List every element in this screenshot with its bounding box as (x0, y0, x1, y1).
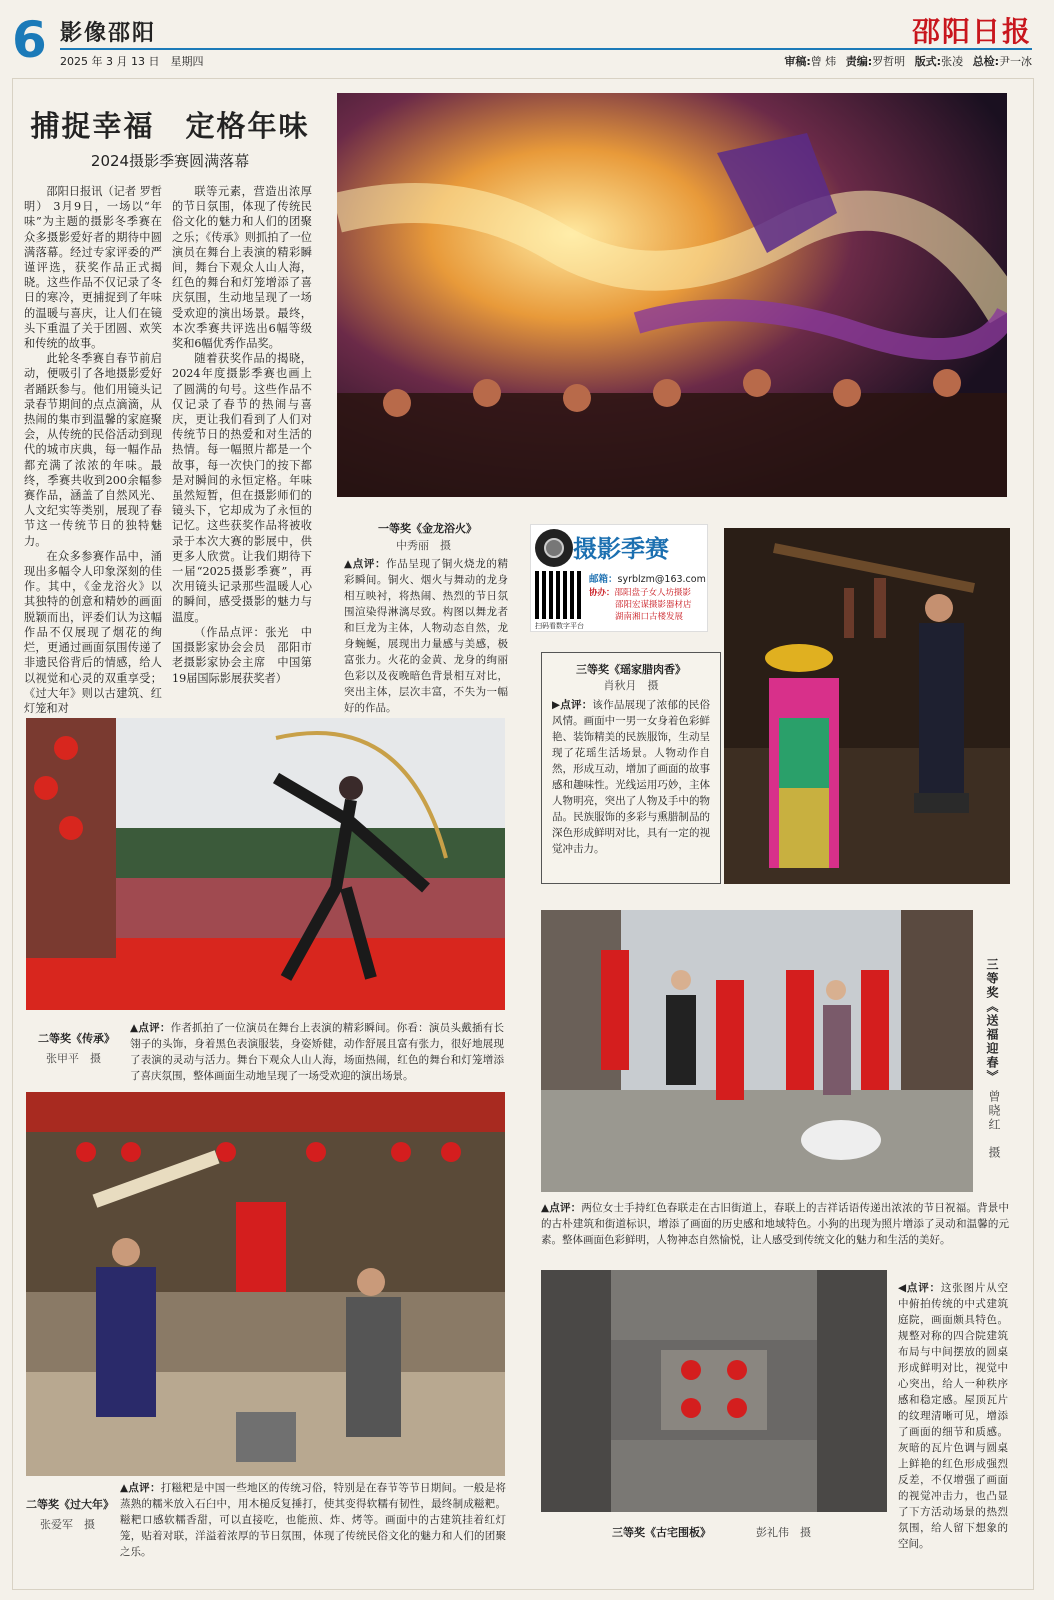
comment-text: 两位女士手持红色春联走在古旧街道上，春联上的吉祥话语传递出浓浓的节日祝福。背景中的古朴建筑和街道标识，增添了画面的历史感和地域特色。小狗的出现为照片增添了灵动和温馨的元素。整体画面色彩鲜明，人物神态自然愉悦，让人感受到传统文化的魅力和生活的美好。 (541, 1202, 1009, 1246)
editor-role: 版式: (914, 55, 942, 68)
comment-text: 这张图片从空中俯拍传统的中式建筑庭院，画面颇具特色。规整对称的四合院建筑布局与中间摆放的圆桌形成鲜明对比，视觉中心突出，给人一种秩序感和稳定感。屋顶瓦片的纹理清晰可见，增添了画面的细节和质感。灰暗的瓦片色调与圆桌上鲜艳的红色形成强烈反差，不仅增强了画面的视觉冲击力，也凸显了下方活动场景的热烈氛围，给人留下想象的空间。 (898, 1282, 1008, 1550)
sponsor-item: 邵阳宏谋摄影器材店 (615, 600, 692, 610)
photo-title: 三等奖《古宅围板》 (612, 1526, 711, 1539)
editor-role: 责编: (845, 55, 873, 68)
masthead: 邵阳日报 (911, 15, 1032, 48)
photo-author: 张甲平 摄 (46, 1052, 101, 1065)
article-headline: 捕捉幸福 定格年味 (30, 109, 310, 143)
photo-author: 张爱军 摄 (40, 1518, 95, 1531)
photo-comment (130, 1020, 504, 1084)
photo-comment (120, 1480, 506, 1560)
comment-lead: ▲点评： (344, 558, 387, 570)
editor-role: 审稿: (784, 55, 811, 68)
sponsor-label: 协办： (589, 588, 615, 598)
qr-code[interactable] (535, 571, 583, 619)
photo-comment (541, 1200, 1009, 1248)
email-label: 邮箱： (589, 574, 618, 585)
qr-caption: 扫码看数字平台 (535, 622, 584, 630)
comment-text: 该作品展现了浓郁的民俗风情。画面中一男一女身着色彩鲜艳、装饰精美的民族服饰，生动呈现了花瑶生活场景。人物动作自然，形成互动，增加了画面的故事感和趣味性。光线运用巧妙，主体人物明亮，突出了人物及手中的物品。民族服饰的多彩与熏腊制品的深色形成鲜明对比，具有一定的视觉冲击力。 (552, 699, 711, 855)
promo-email[interactable] (589, 571, 706, 585)
editor-name: 罗哲明 (872, 55, 906, 68)
header-rule (60, 48, 1032, 50)
page-number: 6 (12, 11, 47, 69)
sponsor-item: 湖南湘口古楼发展 (615, 612, 684, 622)
photo-comment (344, 556, 508, 716)
article-subhead: 2024摄影季赛圆满落幕 (90, 152, 250, 170)
comment-text: 作品呈现了铜火烧龙的精彩瞬间。铜火、烟火与舞动的龙身相互映衬，将热闹、热烈的节日氛围渲染得淋漓尽致。构图以舞龙者和巨龙为主体，人物动态自然，龙身蜿蜒，展现出力量感与美感，极富张力。火花的金黄、龙身的绚丽色彩以及夜晚暗色背景相互对比，突出主体，层次丰富，不失为一幅好的作品。 (344, 558, 508, 714)
photo-author-vertical: 曾晓红 摄 (987, 1090, 1001, 1160)
section-title: 影像邵阳 (60, 21, 157, 46)
comment-lead: ▲点评： (120, 1482, 161, 1494)
article-paragraph: 邵阳日报讯（记者 罗哲明） 3月9日，一场以“年味”为主题的摄影冬季赛在众多摄影爱好者的期待中圆满落幕。经过专家评委的严谨评选，获奖作品正式揭晓。这些作品不仅记录了冬日的寒冷，更捕捉到了年味的温暖与喜庆，让人们在镜头下重温了关于团圆、欢笑和传统的故事。 (24, 185, 162, 351)
email-address: syrblzm@163.com (617, 574, 706, 585)
photo-title: 一等奖《金龙浴火》 (378, 522, 477, 535)
editor-credits (778, 53, 1032, 69)
photo-title: 二等奖《过大年》 (26, 1498, 114, 1511)
promo-title: 摄影季赛 (573, 535, 669, 563)
photo-title-vertical: 三等奖《送福迎春》 (985, 958, 999, 1084)
article-column-1 (24, 184, 162, 716)
photo-spring-couplets (541, 910, 973, 1192)
editor-name: 张凌 (941, 55, 964, 68)
photo-stage-performer (26, 718, 505, 1010)
article-paragraph: 在众多参赛作品中，涌现出多幅令人印象深刻的佳作。其中，《金龙浴火》以其独特的创意和精妙的画面脱颖而出，评委们认为这幅作品不仅展现了烟花的绚烂，更通过画面氛围传递了非遗民俗背后的情感，给人以视觉和心灵的双重享受；《过大年》则以古建筑、红灯笼和对 (24, 549, 162, 715)
editor-name: 曾 炜 (810, 55, 837, 68)
comment-lead: ▶点评： (552, 699, 593, 711)
article-column-2 (172, 184, 312, 686)
comment-lead: ▲点评： (541, 1202, 582, 1214)
issue-date: 2025 年 3 月 13 日 星期四 (60, 55, 204, 68)
photo-title: 三等奖《瑶家腊肉香》 (576, 663, 686, 676)
photo-yao-couple (724, 528, 1010, 884)
photo-fire-dragon (337, 93, 1007, 497)
promo-sponsors (589, 587, 692, 623)
article-paragraph: 随着获奖作品的揭晓，2024年度摄影季赛也画上了圆满的句号。这些作品不仅记录了春节的热闹与喜庆，更让我们看到了人们对传统节日的热爱和对生活的热情。每一幅照片都是一个故事，每一次快门的按下都是对瞬间的永恒定格。年味虽然短暂，但在摄影师们的镜头下，它却成为了永恒的记忆。这些获奖作品将被收录于本次大赛的影展中，供更多人欣赏。让我们期待下一届“2025摄影季赛”，再次用镜头记录那些温暖人心的瞬间，感受摄影的魅力与温度。 (172, 352, 312, 624)
editor-role: 总检: (972, 55, 999, 68)
comment-lead: ◀点评： (898, 1282, 941, 1294)
article-paragraph: 此轮冬季赛自春节前启动，便吸引了各地摄影爱好者踊跃参与。他们用镜头记录春节期间的点点滴滴，从热闹的集市到温馨的家庭聚会，从传统的民俗活动到现代的城市庆典，每一幅作品都充满了浓浓的年味。最终，季赛共收到200余幅参赛作品，涵盖了自然风光、人文纪实等类别，展现了春节这一传统节日的独特魅力。 (24, 352, 162, 548)
article-paragraph: 联等元素，营造出浓厚的节日氛围，体现了传统民俗文化的魅力和人们的团聚之乐；《传承》则抓拍了一位演员在舞台上表演的精彩瞬间，舞台下观众人山人海，红色的舞台和灯笼增添了喜庆氛围，生动地呈现了一场受欢迎的演出场景。最终，本次季赛共评选出6幅等级奖和6幅优秀作品奖。 (172, 185, 312, 351)
camera-icon (535, 529, 573, 567)
photo-courtyard-aerial (541, 1270, 887, 1512)
comment-lead: ▲点评： (130, 1022, 171, 1034)
article-paragraph: （作品点评：张光 中国摄影家协会会员 邵阳市老摄影家协会主席 中国第19届国际影展获奖者） (172, 625, 312, 685)
photo-comment (552, 697, 710, 857)
editor-name: 尹一冰 (999, 55, 1032, 68)
photo-author: 彭礼伟 摄 (756, 1526, 811, 1539)
comment-text: 作者抓拍了一位演员在舞台上表演的精彩瞬间。你看：演员头戴插有长翎子的头饰，身着黑色表演服装，身姿矫健，动作舒展且富有张力，很好地展现了表演的灵动与活力。舞台下观众人山人海，场面热闹，红色的舞台和灯笼增添了喜庆氛围，整体画面生动地呈现了一场受欢迎的演出场景。 (130, 1022, 504, 1082)
promo-box (530, 524, 708, 632)
photo-rice-cake (26, 1092, 505, 1476)
photo-title: 二等奖《传承》 (38, 1032, 115, 1045)
photo-comment (898, 1280, 1008, 1552)
comment-box-yao (541, 652, 721, 884)
sponsor-item: 邵阳盘子女人坊摄影 (614, 588, 692, 598)
photo-author: 中秀丽 摄 (396, 539, 451, 552)
comment-text: 打糍粑是中国一些地区的传统习俗，特别是在春节等节日期间。一般是将蒸熟的糯米放入石臼中，用木槌反复捶打，使其变得软糯有韧性，最终制成糍粑。糍粑口感软糯香甜，可以直接吃，也能煎、炸、烤等。画面中的古建筑挂着红灯笼，贴着对联，洋溢着浓厚的节日氛围，体现了传统民俗文化的魅力和人们的团聚之乐。 (120, 1482, 507, 1558)
photo-author: 肖秋月 摄 (603, 679, 659, 692)
